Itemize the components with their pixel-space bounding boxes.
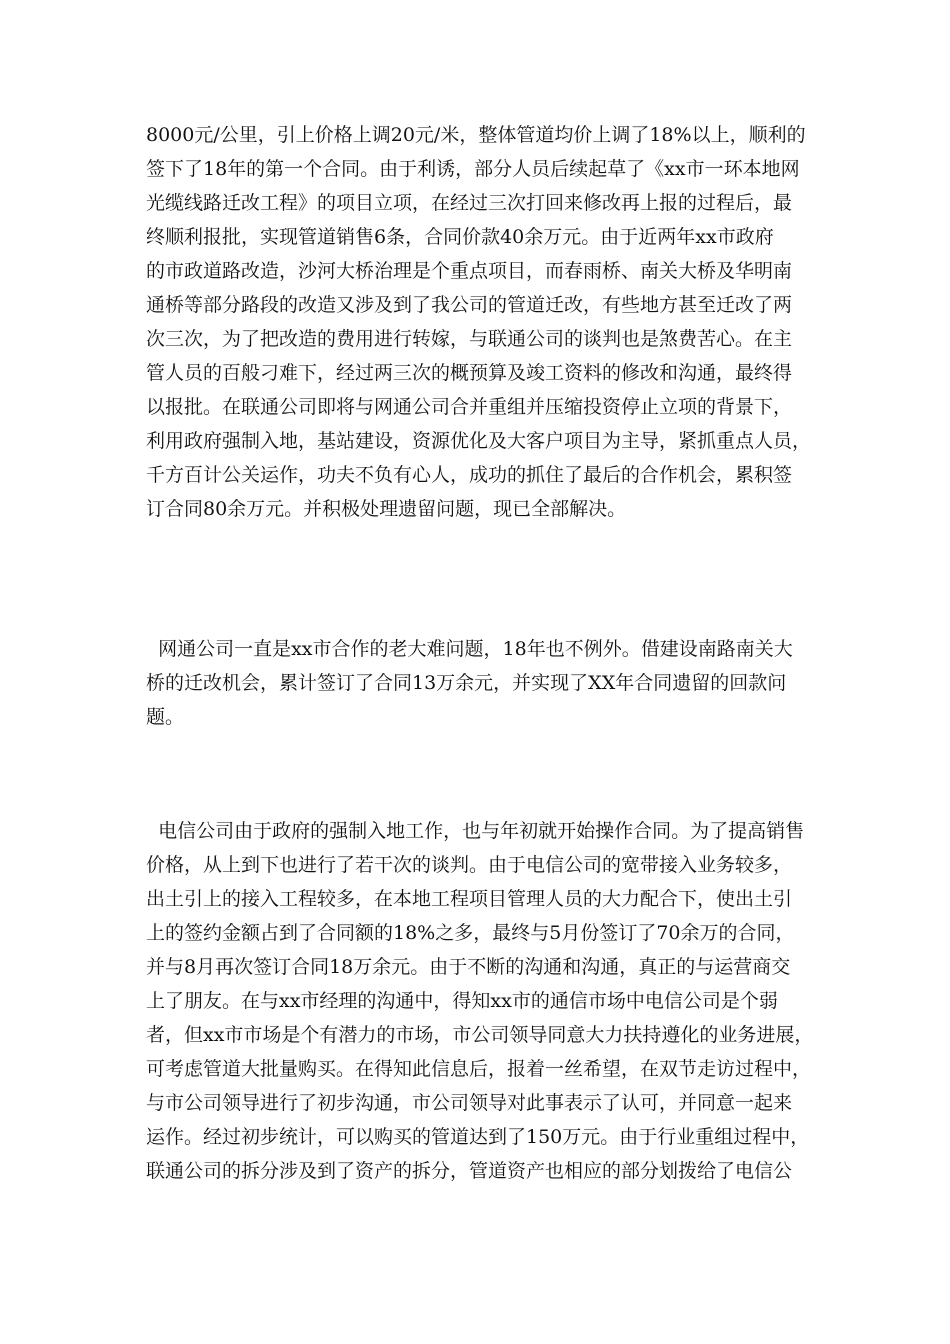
text-line: 联通公司的拆分涉及到了资产的拆分，管道资产也相应的部分划拨给了电信公 bbox=[146, 1160, 793, 1182]
text-line: 次三次，为了把改造的费用进行转嫁，与联通公司的谈判也是煞费苦心。在主 bbox=[146, 328, 793, 350]
text-line: 价格，从上到下也进行了若干次的谈判。由于电信公司的宽带接入业务较多， bbox=[146, 854, 793, 876]
text-line: 题。 bbox=[146, 706, 185, 728]
text-line: 以报批。在联通公司即将与网通公司合并重组并压缩投资停止立项的背景下， bbox=[146, 396, 793, 418]
text-line: 签下了18年的第一个合同。由于利诱，部分人员后续起草了《xx市一环本地网 bbox=[146, 158, 800, 180]
text-line: 并与8月再次签订合同18万余元。由于不断的沟通和沟通，真正的与运营商交 bbox=[146, 956, 791, 978]
text-line: 桥的迁改机会，累计签订了合同13万余元，并实现了XX年合同遗留的回款问 bbox=[146, 672, 787, 694]
text-line: 可考虑管道大批量购买。在得知此信息后，报着一丝希望，在双节走访过程中， bbox=[146, 1058, 812, 1080]
text-line: 千方百计公关运作，功夫不负有心人，成功的抓住了最后的合作机会，累积签 bbox=[146, 464, 793, 486]
text-line: 者，但xx市市场是个有潜力的市场，市公司领导同意大力扶持遵化的业务进展， bbox=[146, 1024, 814, 1046]
text-line: 上的签约金额占到了合同额的18%之多，最终与5月份签订了70余万的合同， bbox=[146, 922, 795, 944]
text-line: 管人员的百般刁难下，经过两三次的概预算及竣工资料的修改和沟通，最终得 bbox=[146, 362, 793, 384]
text-line: 上了朋友。在与xx市经理的沟通中，得知xx市的通信市场中电信公司是个弱 bbox=[146, 990, 778, 1012]
paragraph-pipeline-sales bbox=[146, 118, 812, 526]
text-line: 光缆线路迁改工程》的项目立项，在经过三次打回来修改再上报的过程后，最 bbox=[146, 192, 793, 214]
text-line: 8000元/公里，引上价格上调20元/米，整体管道均价上调了18%以上，顺利的 bbox=[146, 124, 806, 146]
text-line: 与市公司领导进行了初步沟通，市公司领导对此事表示了认可，并同意一起来 bbox=[146, 1092, 793, 1114]
text-line: 利用政府强制入地，基站建设，资源优化及大客户项目为主导，紧抓重点人员， bbox=[146, 430, 812, 452]
text-line: 网通公司一直是xx市合作的老大难问题，18年也不例外。借建设南路南关大 bbox=[146, 638, 793, 660]
text-line: 的市政道路改造，沙河大桥治理是个重点项目，而春雨桥、南关大桥及华明南 bbox=[146, 260, 793, 282]
text-line: 订合同80余万元。并积极处理遗留问题，现已全部解决。 bbox=[146, 498, 627, 520]
text-line: 通桥等部分路段的改造又涉及到了我公司的管道迁改，有些地方甚至迁改了两 bbox=[146, 294, 793, 316]
text-line: 出土引上的接入工程较多，在本地工程项目管理人员的大力配合下，使出土引 bbox=[146, 888, 793, 910]
paragraph-telecom bbox=[146, 814, 812, 1188]
text-line: 终顺利报批，实现管道销售6条，合同价款40余万元。由于近两年xx市政府 bbox=[146, 226, 774, 248]
paragraph-netcom bbox=[146, 632, 812, 734]
text-line: 电信公司由于政府的强制入地工作，也与年初就开始操作合同。为了提高销售 bbox=[146, 820, 805, 842]
text-line: 运作。经过初步统计，可以购买的管道达到了150万元。由于行业重组过程中， bbox=[146, 1126, 810, 1148]
